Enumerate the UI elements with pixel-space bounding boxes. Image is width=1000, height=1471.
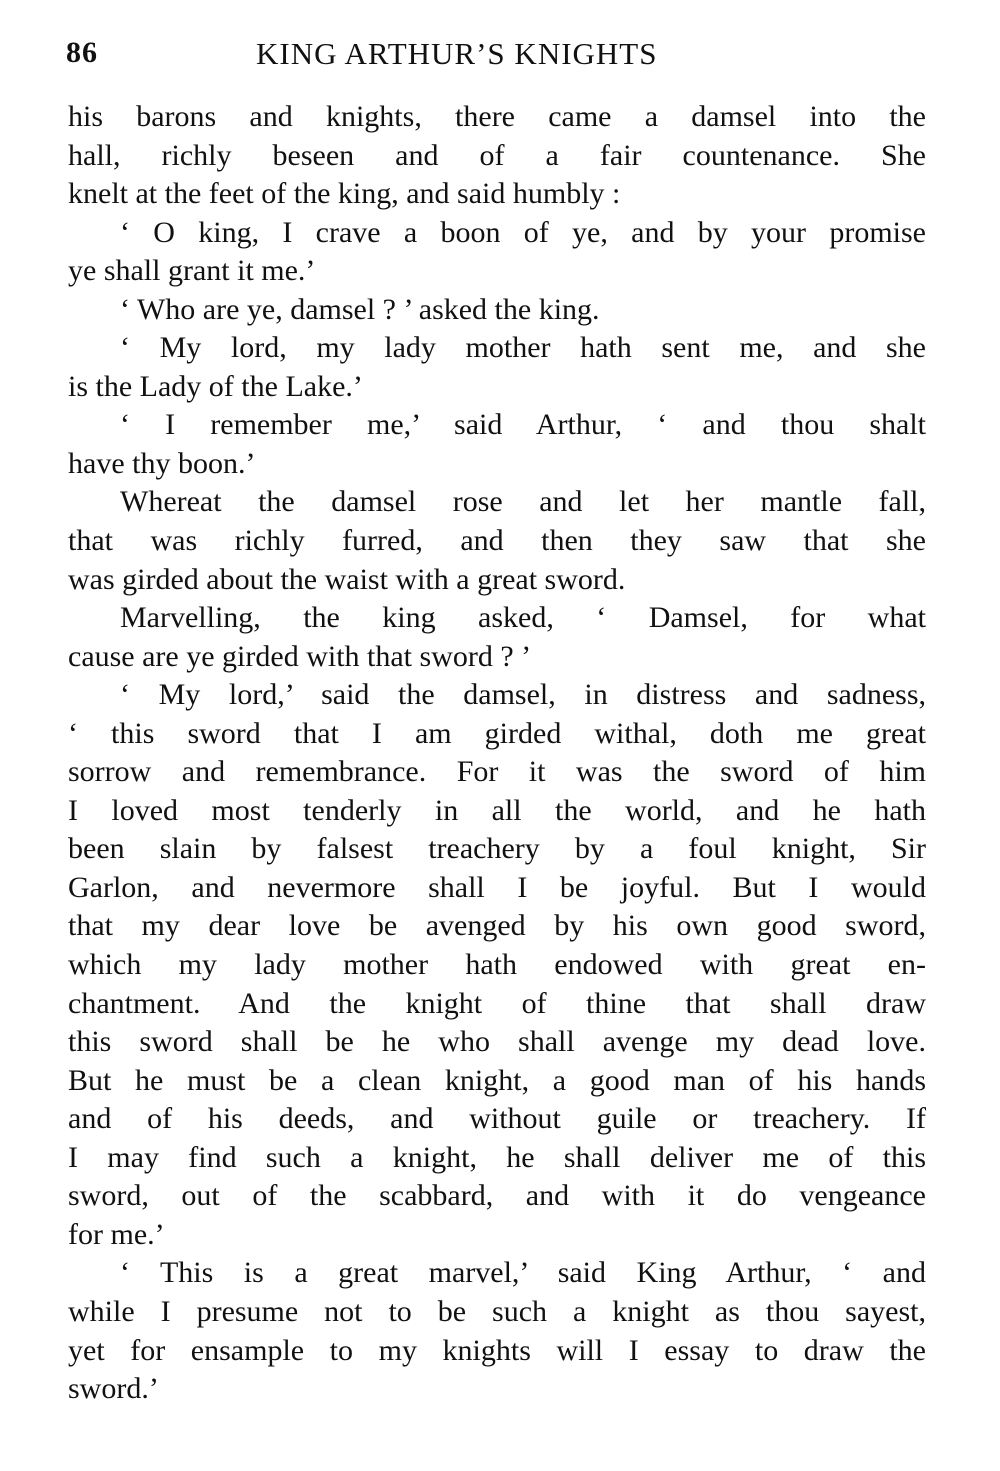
text-line: sword, out of the scabbard, and with it do vengeance [68, 1179, 926, 1213]
text-line: that my dear love be avenged by his own good sword, [68, 909, 926, 943]
text-line: is the Lady of the Lake.’ [68, 369, 363, 403]
text-line: knelt at the feet of the king, and said humbly : [68, 177, 621, 211]
text-line: hall, richly beseen and of a fair countenance. She [68, 138, 926, 172]
text-line: I loved most tenderly in all the world, and he hath [68, 793, 926, 827]
text-line: I may find such a knight, he shall deliver me of this [68, 1140, 926, 1174]
text-line: have thy boon.’ [68, 446, 256, 480]
text-line: ‘ My lord,’ said the damsel, in distress and sadness, [120, 678, 926, 712]
text-line: ‘ O king, I crave a boon of ye, and by your promise [120, 215, 926, 249]
text-line: yet for ensample to my knights will I essay to draw the [68, 1333, 926, 1367]
text-line: ‘ this sword that I am girded withal, doth me great [68, 716, 926, 750]
text-line: was girded about the waist with a great sword. [68, 562, 626, 596]
body-text [68, 98, 926, 1409]
text-line: sword.’ [68, 1372, 159, 1406]
text-line: Garlon, and nevermore shall I be joyful. But I would [68, 870, 926, 904]
text-line: ye shall grant it me.’ [68, 254, 316, 288]
text-line: for me.’ [68, 1217, 165, 1251]
page-number: 86 [66, 36, 98, 69]
text-line: But he must be a clean knight, a good man of his hands [68, 1063, 926, 1097]
text-line: that was richly furred, and then they saw that she [68, 524, 926, 558]
text-line: Marvelling, the king asked, ‘ Damsel, for what [120, 601, 926, 635]
text-line: ‘ My lord, my lady mother hath sent me, and she [120, 331, 926, 365]
text-line: ‘ I remember me,’ said Arthur, ‘ and thou shalt [120, 408, 926, 442]
running-header [66, 36, 926, 86]
text-line: been slain by falsest treachery by a foul knight, Sir [68, 832, 926, 866]
text-line: which my lady mother hath endowed with great en- [68, 948, 926, 982]
running-title: KING ARTHUR’S KNIGHTS [256, 36, 658, 71]
text-line: and of his deeds, and without guile or treachery. If [68, 1102, 926, 1136]
text-line: cause are ye girded with that sword ? ’ [68, 639, 532, 673]
text-line: Whereat the damsel rose and let her mantle fall, [120, 485, 926, 519]
text-line: while I presume not to be such a knight as thou sayest, [68, 1294, 926, 1328]
text-line: this sword shall be he who shall avenge my dead love. [68, 1025, 926, 1059]
text-line: sorrow and remembrance. For it was the sword of him [68, 755, 926, 789]
text-line: ‘ This is a great marvel,’ said King Arthur, ‘ and [120, 1256, 926, 1290]
text-line: chantment. And the knight of thine that shall draw [68, 986, 926, 1020]
text-line: ‘ Who are ye, damsel ? ’ asked the king. [120, 292, 600, 326]
text-line: his barons and knights, there came a damsel into the [68, 100, 926, 133]
